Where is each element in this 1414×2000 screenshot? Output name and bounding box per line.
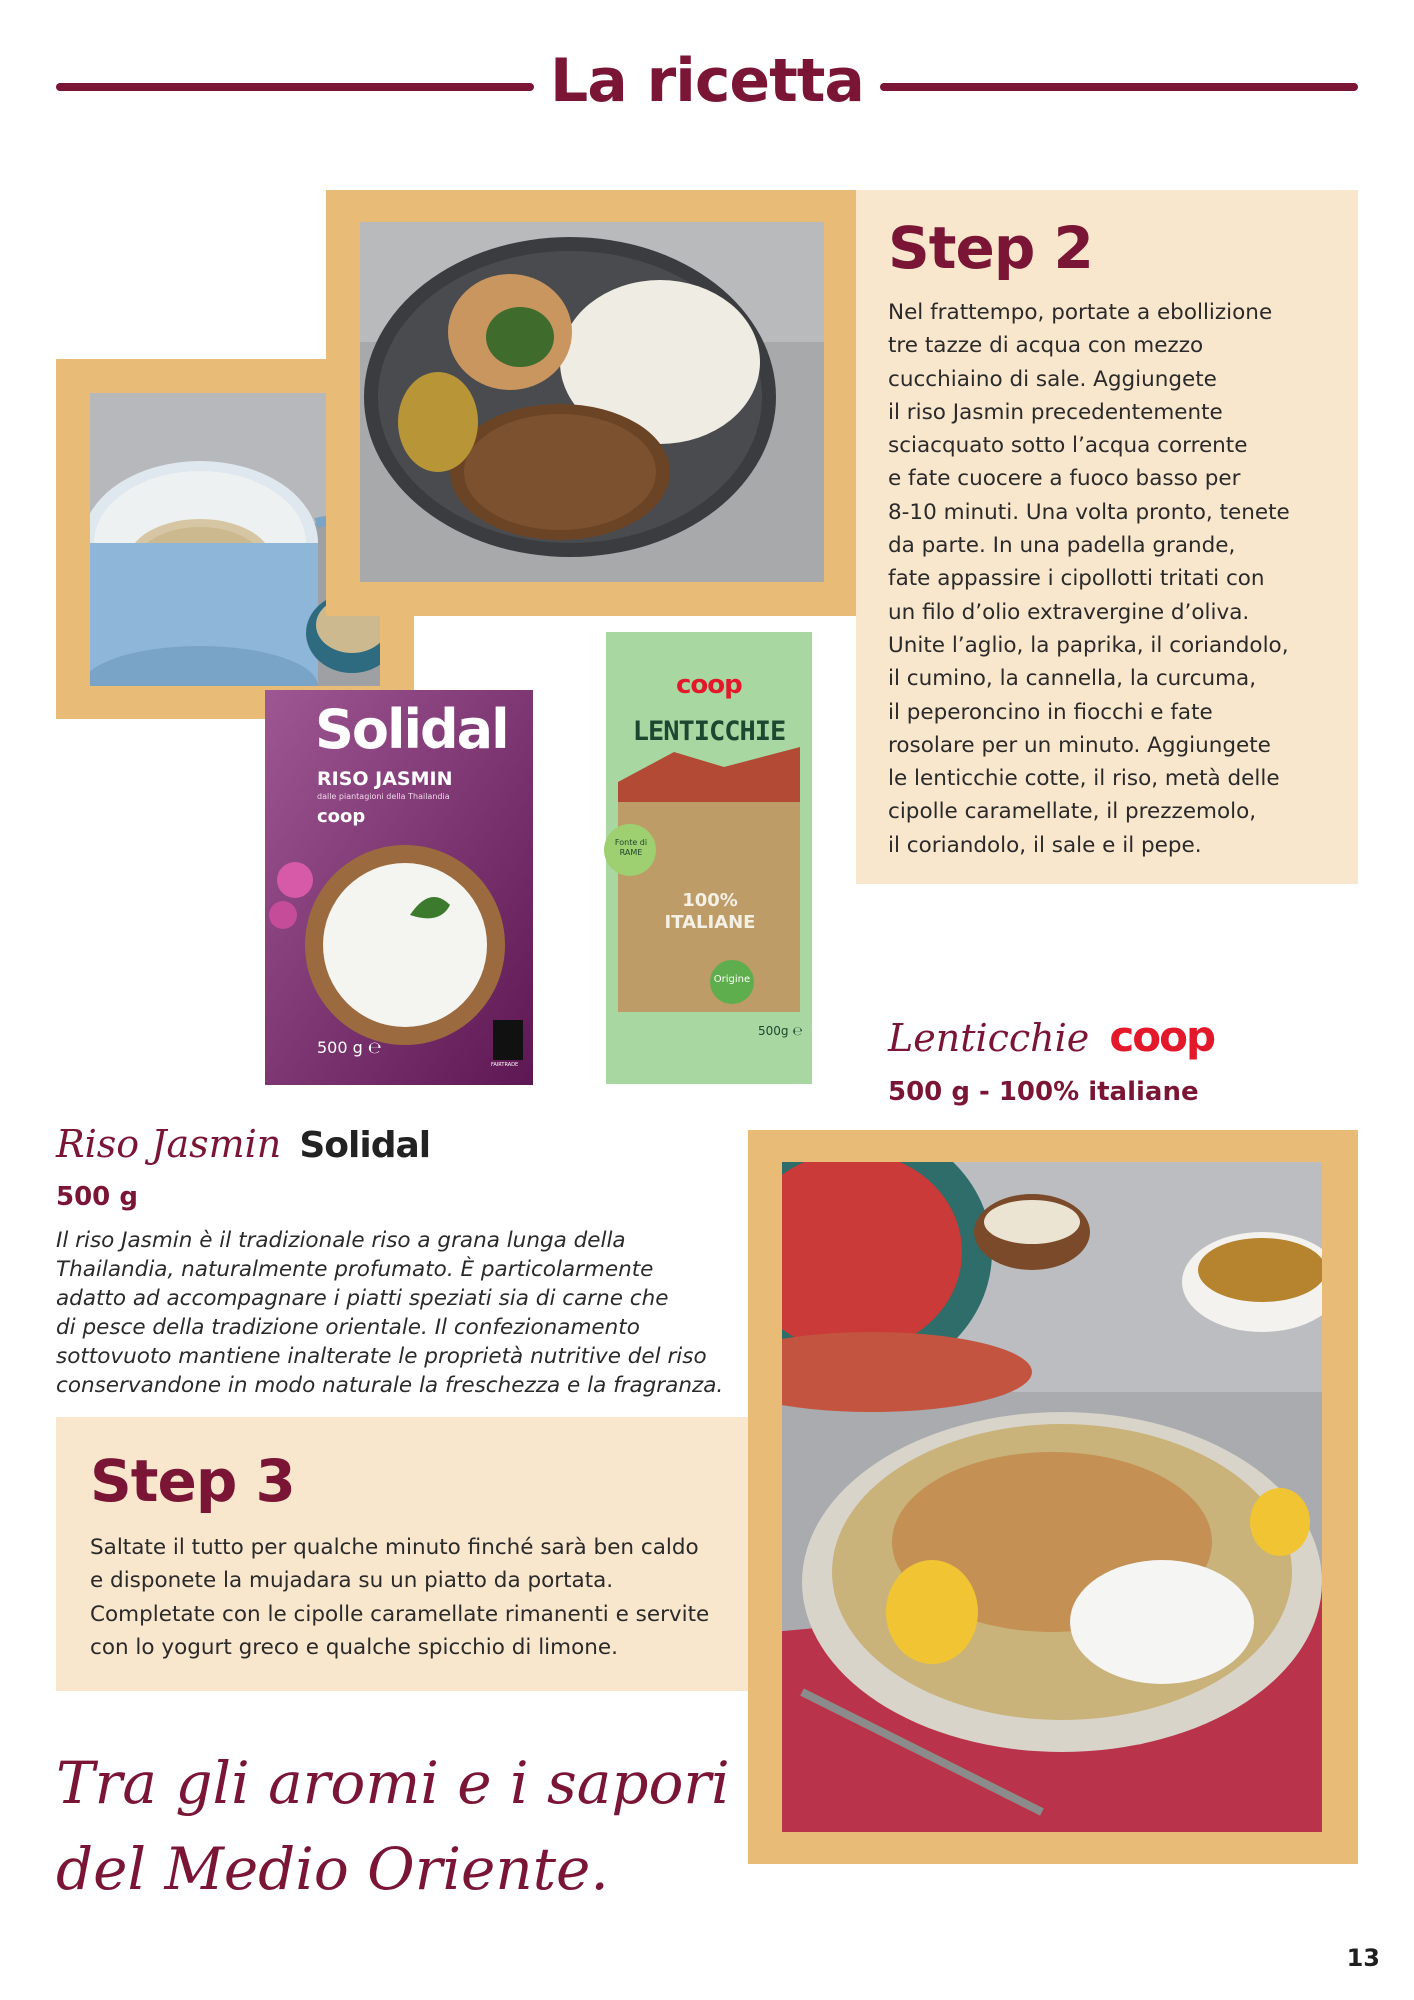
package-solidal-product: RISO JASMIN — [317, 768, 453, 790]
slogan-line2: del Medio Oriente. — [56, 1835, 609, 1903]
package-lenticchie-badge-rame: Fonte di RAME — [614, 838, 648, 857]
package-solidal-fairtrade: FAIRTRADE — [491, 1062, 519, 1068]
step3-text: Saltate il tutto per qualche minuto finché sarà ben caldo e disponete la mujadara su un piatto da portata. Completate con le cipolle caramellate rimanenti e servite con lo yogurt greco e qualche spicchio di limone. — [90, 1535, 710, 1660]
package-solidal-brand: Solidal — [315, 698, 508, 761]
package-lenticchie-coop: coop — [676, 670, 742, 700]
solidal-logo: Solidal — [299, 1125, 431, 1166]
product-lenticchie-name — [888, 1012, 1214, 1061]
photo-final-dish — [782, 1162, 1322, 1832]
page-number: 13 — [1346, 1944, 1380, 1972]
page-title: La ricetta — [550, 46, 864, 116]
step3-panel — [56, 1417, 748, 1691]
slogan-line1: Tra gli aromi e i sapori — [56, 1749, 730, 1817]
step2-title: Step 2 — [888, 214, 1093, 282]
package-lenticchie-badge-origine: Origine — [713, 974, 751, 985]
photo-pan-mujadara — [360, 222, 824, 582]
product-lenticchie-size: 500 g - 100% italiane — [888, 1077, 1199, 1107]
package-lenticchie-product: LENTICCHIE — [632, 716, 786, 747]
step2-panel — [856, 190, 1358, 884]
product-riso-name — [56, 1122, 430, 1166]
product-riso-description: Il riso Jasmin è il tradizionale riso a grana lunga della Thailandia, naturalmente profumato. È particolarmente adatto ad accompagnare i piatti speziati sia di carne che di pesce della tradizione orientale. Il confezionamento sottovuoto mantiene inalterate le proprietà nutritive del riso conservandone in modo naturale la freschezza e la fragranza. — [56, 1228, 724, 1398]
slogan — [56, 1740, 730, 1912]
package-lenticchie-weight: 500g ℮ — [758, 1024, 803, 1038]
package-coop-lenticchie — [594, 632, 824, 1084]
step2-text: Nel frattempo, portate a ebollizione tre tazze di acqua con mezzo cucchiaino di sale. Aggiungete il riso Jasmin precedentemente sciacquato sotto l’acqua corrente e fate cuocere a fuoco basso per 8-10 minuti. Una volta pronto, tenete da parte. In una padella grande, fate appassire i cipollotti tritati con un filo d’olio extravergine d’oliva. Unite l’aglio, la paprika, il coriandolo, il cumino, la cannella, la curcuma, il peperoncino in fiocchi e fate rosolare per un minuto. Aggiungete le lenticchie cotte, il riso, metà delle cipolle caramellate, il prezzemolo, il coriandolo, il sale e il pepe. — [888, 300, 1290, 858]
product-riso-size: 500 g — [56, 1182, 138, 1212]
package-solidal-origin: dalle piantagioni della Thailandia — [317, 792, 450, 801]
product-riso-label: Riso Jasmin — [56, 1122, 282, 1166]
step3-title: Step 3 — [90, 1447, 295, 1515]
package-solidal-coop: coop — [317, 806, 366, 827]
package-solidal-weight: 500 g ℮ — [317, 1038, 382, 1057]
package-lenticchie-badge-100: 100% ITALIANE — [664, 890, 756, 933]
package-solidal-riso — [265, 690, 533, 1085]
coop-logo: coop — [1109, 1012, 1215, 1061]
product-lenticchie-label: Lenticchie — [888, 1016, 1090, 1060]
